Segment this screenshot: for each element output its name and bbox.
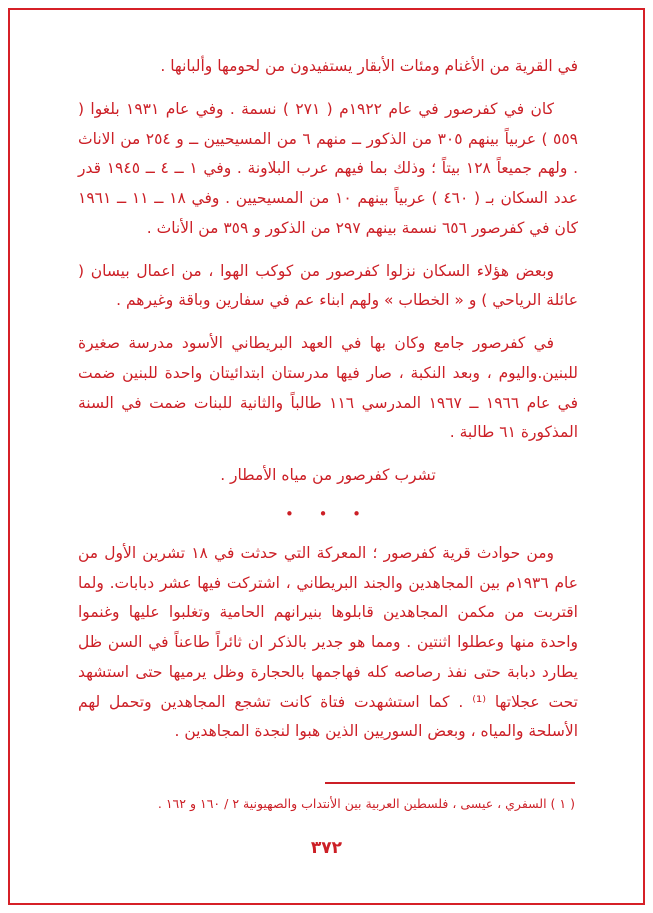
footnote-text: ( ١ ) السفري ، عيسى ، فلسطين العربية بين الأنتداب والصهيونية ٢ / ١٦٠ و ١٦٢ . — [157, 795, 575, 811]
paragraph-5: تشرب كفرصور من مياه الأمطار . — [220, 466, 436, 484]
paragraph-2: كان في كفرصور في عام ١٩٢٢م ( ٢٧١ ) نسمة . وفي عام ١٩٣١ بلغوا ( ٥٥٩ ) عربياً بينهم ٣٠٥ من الذكور ــ منهم ٦ من المسيحيين ــ و ٢٥٤ من الاناث . ولهم جميعاً ١٢٨ بيتاً ؛ وذلك بما فيهم عرب البلاونة . وفي ١ ــ ٤ ــ ١٩٤٥ قدر عدد السكان بـ ( ٤٦٠ ) عربياً بينهم ١٠ من المسيحيين . وفي ١٨ ــ ١١ ــ ١٩٦١ كان في كفرصور ٦٥٦ نسمة بينهم ٢٩٧ من الذكور و ٣٥٩ من الأناث . — [78, 99, 579, 237]
footnote-area — [78, 782, 575, 814]
section-separator: • • • — [284, 504, 372, 523]
footnote-divider — [325, 782, 575, 784]
page-body-text — [78, 52, 578, 760]
paragraph-6: ومن حوادث قرية كفرصور ؛ المعركة التي حدثت في ١٨ تشرين الأول من عام ١٩٣٦م بين المجاهدين والجند البريطاني ، اشتركت فيها عشر دبابات. ولما اقتربت من مكمن المجاهدين قابلوها بنيرانهم الحامية وتغلبوا عليها وغنموا واحدة منها وعطلوا اثنتين . ومما هو جدير بالذكر ان ثائراً طاعناً في السن ظل يطارد دبابة حتى نفذ رصاصه كله فهاجمها بالحجارة وظل يرميها حتى استشهد تحت عجلاتها ⁽¹⁾ . كما استشهدت فتاة كانت تشجع المجاهدين وتحمل لهم الأسلحة والمياه ، وبعض السوريين الذين هبوا لنجدة المجاهدين . — [78, 543, 579, 741]
page-number: ٣٧٢ — [310, 838, 343, 858]
paragraph-1: في القرية من الأغنام ومئات الأبقار يستفيدون من لحومها وألبانها . — [160, 57, 578, 75]
paragraph-3: وبعض هؤلاء السكان نزلوا كفرصور من كوكب الهوا ، من اعمال بيسان ( عائلة الرياحي ) و « الخطاب » ولهم ابناء عم في سفارين وباقة وغيرهم . — [78, 261, 578, 310]
paragraph-4: في كفرصور جامع وكان بها في العهد البريطاني الأسود مدرسة صغيرة للبنين.واليوم ، وبعد النكبة ، صار فيها مدرستان ابتدائيتان واحدة للبنين ضمت في عام ١٩٦٦ ــ ١٩٦٧ المدرسي ١١٦ طالباً والثانية للبنات ضمت في السنة المذكورة ٦١ طالبة . — [78, 334, 579, 442]
